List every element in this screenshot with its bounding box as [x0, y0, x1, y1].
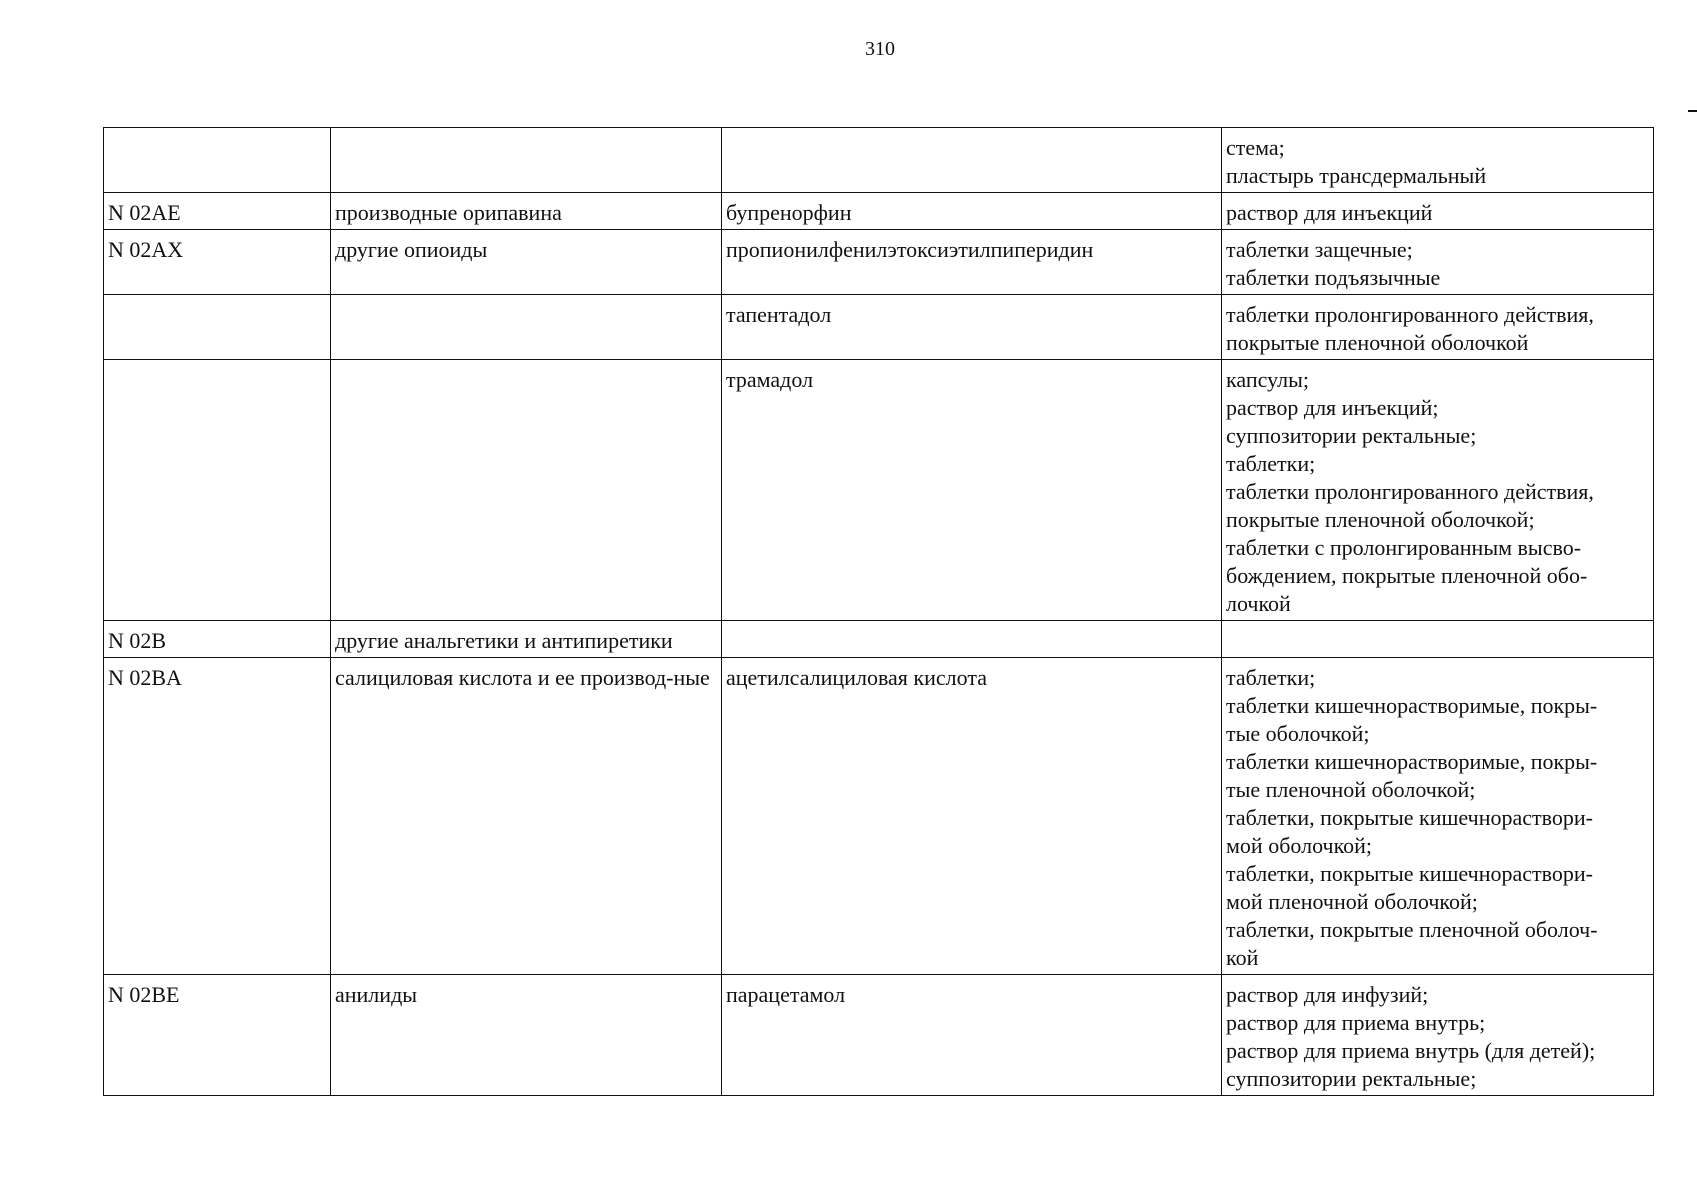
- dosage-form-cell: [1222, 658, 1654, 975]
- dosage-form-cell: [1222, 193, 1654, 230]
- dosage-form-line: раствор для приема внутрь;: [1226, 1010, 1486, 1035]
- dosage-form-line: мой пленочной оболочкой;: [1226, 889, 1478, 914]
- drug-name-cell: парацетамол: [722, 975, 1222, 1096]
- dosage-form-line: таблетки, покрытые кишечнораствори-: [1226, 861, 1593, 886]
- dosage-form-line: раствор для приема внутрь (для детей);: [1226, 1038, 1596, 1063]
- dosage-form-cell: [1222, 295, 1654, 360]
- table-row: [104, 621, 1654, 658]
- anatomical-group-cell: [331, 295, 722, 360]
- table-row: [104, 128, 1654, 193]
- dosage-form-line: капсулы;: [1226, 367, 1309, 392]
- dosage-form-line: мой оболочкой;: [1226, 833, 1373, 858]
- dosage-form-line: таблетки подъязычные: [1226, 265, 1441, 290]
- atc-code-cell: N 02B: [104, 621, 331, 658]
- drug-table: [103, 127, 1654, 1096]
- page-number: 310: [865, 38, 895, 60]
- drug-name-cell: бупренорфин: [722, 193, 1222, 230]
- dosage-form-line: раствор для инъекций: [1226, 200, 1433, 225]
- anatomical-group-cell: другие опиоиды: [331, 230, 722, 295]
- dosage-form-line: стема;: [1226, 135, 1285, 160]
- dosage-form-line: покрытые пленочной оболочкой: [1226, 330, 1529, 355]
- dosage-form-line: таблетки;: [1226, 451, 1316, 476]
- table-row: [104, 193, 1654, 230]
- dosage-form-line: таблетки, покрытые кишечнораствори-: [1226, 805, 1593, 830]
- atc-code-cell: [104, 295, 331, 360]
- dosage-form-line: бождением, покрытые пленочной обо-: [1226, 563, 1588, 588]
- dosage-form-line: таблетки пролонгированного действия,: [1226, 479, 1594, 504]
- anatomical-group-cell: анилиды: [331, 975, 722, 1096]
- dosage-form-line: таблетки, покрытые пленочной оболоч-: [1226, 917, 1598, 942]
- dosage-form-line: покрытые пленочной оболочкой;: [1226, 507, 1535, 532]
- anatomical-group-cell: [331, 128, 722, 193]
- dosage-form-line: таблетки;: [1226, 665, 1316, 690]
- anatomical-group-cell: производные орипавина: [331, 193, 722, 230]
- dosage-form-line: таблетки защечные;: [1226, 237, 1413, 262]
- table-row: [104, 360, 1654, 621]
- dosage-form-line: тые оболочкой;: [1226, 721, 1370, 746]
- dosage-form-line: таблетки кишечнорастворимые, покры-: [1226, 693, 1598, 718]
- dosage-form-line: раствор для инъекций;: [1226, 395, 1439, 420]
- drug-name-cell: тапентадол: [722, 295, 1222, 360]
- atc-code-cell: N 02AX: [104, 230, 331, 295]
- atc-code-cell: [104, 360, 331, 621]
- dosage-form-line: таблетки с пролонгированным высво-: [1226, 535, 1582, 560]
- atc-code-cell: N 02BA: [104, 658, 331, 975]
- dosage-form-line: лочкой: [1226, 591, 1291, 616]
- dosage-form-cell: [1222, 360, 1654, 621]
- table-row: [104, 295, 1654, 360]
- dosage-form-line: раствор для инфузий;: [1226, 982, 1429, 1007]
- dosage-form-cell: [1222, 230, 1654, 295]
- table-row: [104, 658, 1654, 975]
- dosage-form-line: суппозитории ректальные;: [1226, 423, 1477, 448]
- atc-code-cell: N 02BE: [104, 975, 331, 1096]
- dosage-form-line: суппозитории ректальные;: [1226, 1066, 1477, 1091]
- dosage-form-cell: [1222, 975, 1654, 1096]
- dosage-form-line: таблетки кишечнорастворимые, покры-: [1226, 749, 1598, 774]
- dosage-form-line: таблетки пролонгированного действия,: [1226, 302, 1594, 327]
- edge-mark: [1688, 110, 1697, 112]
- drug-name-cell: пропионилфенилэтоксиэтилпиперидин: [722, 230, 1222, 295]
- drug-table-body: [104, 128, 1654, 1096]
- drug-name-cell: ацетилсалициловая кислота: [722, 658, 1222, 975]
- drug-name-cell: трамадол: [722, 360, 1222, 621]
- anatomical-group-cell: салициловая кислота и ее производ-ные: [331, 658, 722, 975]
- table-row: [104, 230, 1654, 295]
- atc-code-cell: [104, 128, 331, 193]
- drug-name-cell: [722, 621, 1222, 658]
- drug-name-cell: [722, 128, 1222, 193]
- dosage-form-cell: [1222, 621, 1654, 658]
- table-row: [104, 975, 1654, 1096]
- dosage-form-cell: [1222, 128, 1654, 193]
- dosage-form-line: пластырь трансдермальный: [1226, 163, 1487, 188]
- anatomical-group-cell: другие анальгетики и антипиретики: [331, 621, 722, 658]
- atc-code-cell: N 02AE: [104, 193, 331, 230]
- dosage-form-line: тые пленочной оболочкой;: [1226, 777, 1476, 802]
- anatomical-group-cell: [331, 360, 722, 621]
- dosage-form-line: кой: [1226, 945, 1259, 970]
